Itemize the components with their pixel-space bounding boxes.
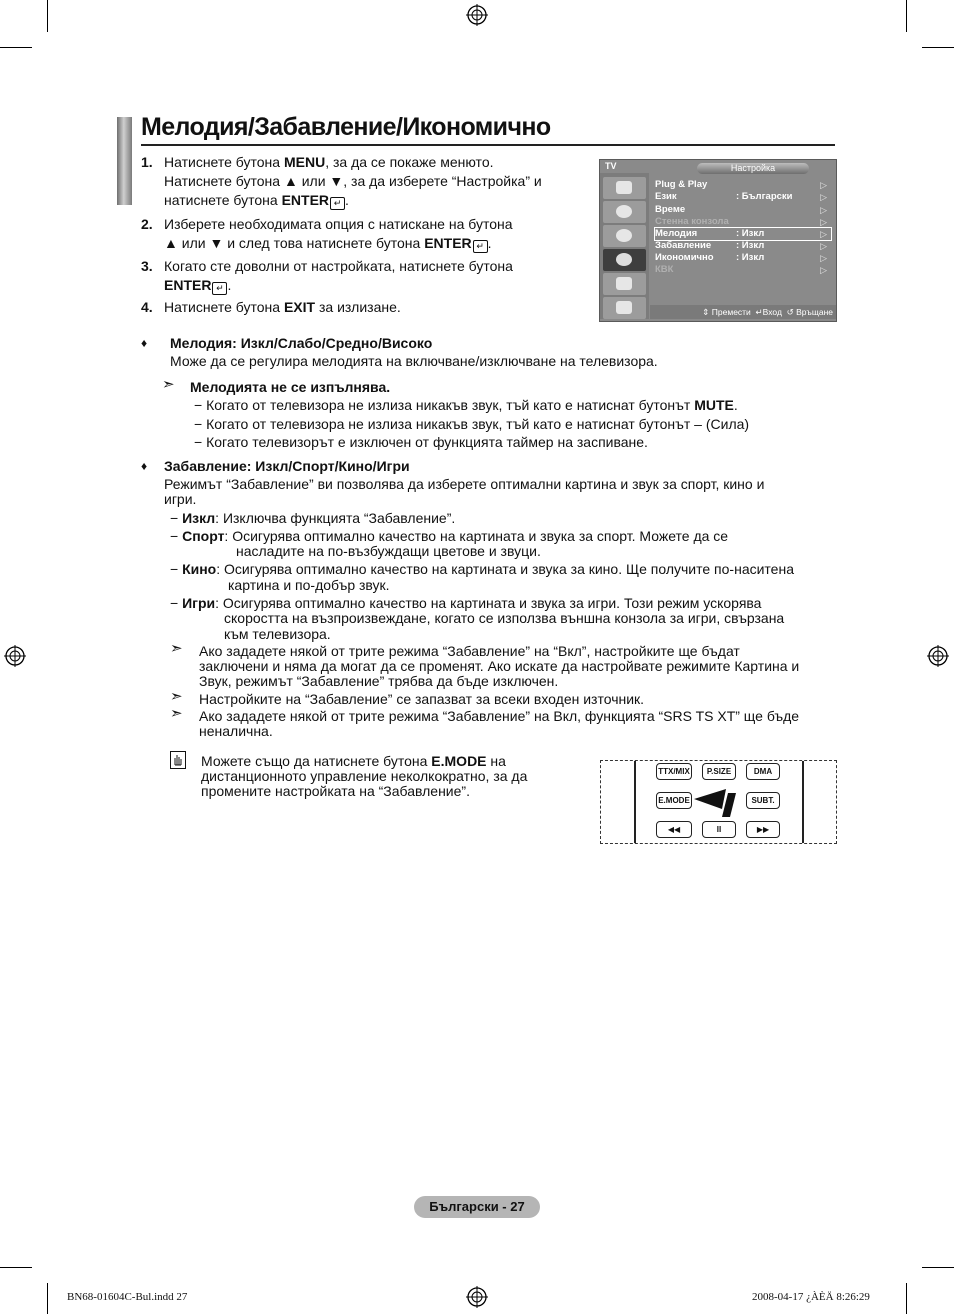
enter-icon: ↵ <box>473 240 488 253</box>
melody-note-heading: Мелодията не се изпълнява. <box>190 379 391 395</box>
step-text: , за да се покаже менюто. <box>325 154 494 170</box>
tip-line: на <box>486 753 506 769</box>
row-value: : Изкл <box>736 228 765 239</box>
step-text: ▲ или ▼ и след това натиснете бутона <box>164 235 425 251</box>
arrow-right-icon: ▷ <box>820 180 827 190</box>
option-key: Игри <box>182 595 216 611</box>
tv-menu-row <box>655 252 831 264</box>
footer-enter-label: Вход <box>762 307 782 317</box>
tip-line: промените настройката на “Забавление”. <box>201 783 470 799</box>
key-name: ENTER <box>164 277 212 293</box>
tv-menu-tabs <box>600 173 649 319</box>
step-number: 3. <box>141 258 153 274</box>
crop-mark <box>0 1267 32 1268</box>
tv-menu-row <box>655 179 831 191</box>
option-text: : Осигурява оптимално качество на картината и звука за игри. Този режим ускорява <box>215 595 762 611</box>
fun-note-3: Ако зададете някой от трите режима “Забавление” на Вкл, функцията “SRS TS XT” ще бъде <box>199 708 800 724</box>
crop-mark <box>47 0 48 32</box>
tv-menu-footer <box>650 305 836 319</box>
option-text: : Осигурява оптимално качество на картината и звука за спорт. Можете да се <box>224 528 729 544</box>
fun-option-off: − Изкл: Изключва функцията “Забавление”. <box>170 510 456 526</box>
note-arrow-icon: ➣ <box>170 688 183 705</box>
arrow-right-icon: ▷ <box>820 217 827 227</box>
tv-menu-row <box>655 191 831 203</box>
fast-forward-button: ▶▶ <box>746 821 780 838</box>
tv-menu-row <box>655 204 831 216</box>
note-arrow-icon: ➣ <box>170 705 183 722</box>
print-timestamp: 2008-04-17 ¿ÀÈÄ 8:26:29 <box>752 1291 870 1303</box>
registration-mark-icon <box>4 645 26 667</box>
dma-button: DMA <box>746 763 780 780</box>
input-tab-icon <box>603 273 646 295</box>
registration-mark-icon <box>927 645 949 667</box>
picture-tab-icon <box>603 177 646 199</box>
crop-mark <box>906 0 907 32</box>
tv-source-label: TV <box>605 161 617 171</box>
key-name: ENTER <box>281 192 330 208</box>
key-name: EXIT <box>283 299 316 315</box>
fun-note-1: Звук, режимът “Забавление” трябва да бъде изключен. <box>199 673 559 689</box>
tv-menu-row <box>655 264 831 276</box>
note-text: Когато от телевизора не излиза никакъв звук, тъй като е натиснат бутонът – (Сила) <box>206 416 750 432</box>
step-number: 1. <box>141 154 153 170</box>
fun-option-game-cont: скоростта на възпроизвеждане, когато се използва външна конзола за игри, свързана <box>224 610 785 626</box>
tip-line: Можете също да натиснете бутона <box>201 753 432 769</box>
page-title: Мелодия/Забавление/Икономично <box>141 113 551 141</box>
step-text: . <box>227 277 232 293</box>
pause-button: II <box>702 821 736 838</box>
row-label: Икономично <box>655 252 714 263</box>
move-icon: ⇕ <box>702 307 710 317</box>
step-3 <box>141 257 584 295</box>
row-label: Мелодия <box>655 228 698 239</box>
fun-note-1: Ако зададете някой от трите режима “Забавление” на “Вкл”, настройките ще бъдат <box>199 643 740 659</box>
step-2 <box>141 215 584 253</box>
key-name: E.MODE <box>431 753 487 769</box>
step-text: Когато сте доволни от настройката, натиснете бутона <box>164 258 513 274</box>
step-number: 4. <box>141 299 153 315</box>
fun-note-2: Настройките на “Забавление” се запазват за всеки входен източник. <box>199 691 645 707</box>
subt-button: SUBT. <box>746 792 780 809</box>
key-name: MUTE <box>694 397 734 413</box>
step-text: . <box>487 235 492 251</box>
application-tab-icon <box>603 297 646 319</box>
tip-line: дистанционното управление неколкократно, за да <box>201 768 528 784</box>
bullet-icon: ♦ <box>141 459 148 473</box>
fun-option-cinema-cont: картина и по-добър звук. <box>228 577 390 593</box>
setup-tab-icon <box>603 249 646 271</box>
arrow-right-icon: ▷ <box>820 229 827 239</box>
step-text: Изберете необходимата опция с натискане на бутона <box>164 216 513 232</box>
crop-mark <box>0 47 32 48</box>
crop-mark <box>922 1267 954 1268</box>
row-value: : Изкл <box>736 240 765 251</box>
fun-description: Режимът “Забавление” ви позволява да изберете оптимални картина и звук за спорт, кино и <box>164 476 765 492</box>
row-label: КВК <box>655 264 674 275</box>
note-arrow-icon: ➣ <box>162 376 175 393</box>
file-info: BN68-01604C-Bul.indd 27 <box>67 1291 188 1303</box>
melody-note-item: − Когато от телевизора не излиза никакъв звук, тъй като е натиснат бутонът – (Сила) <box>194 416 750 432</box>
page-number-badge: Български - 27 <box>414 1196 540 1218</box>
footer-move-label: Премести <box>711 307 751 317</box>
tv-menu-header: Настройка <box>697 163 809 174</box>
title-accent-bar <box>117 117 132 205</box>
tv-menu-row <box>655 216 831 228</box>
registration-mark-icon <box>466 1286 488 1308</box>
option-key: Спорт <box>182 528 225 544</box>
melody-heading: Мелодия: Изкл/Слабо/Средно/Високо <box>170 335 433 351</box>
fun-option-cinema: − Кино: Осигурява оптимално качество на картината и звука за кино. Ще получите по-наситена <box>170 561 794 577</box>
row-label: Време <box>655 204 686 215</box>
enter-icon: ↵ <box>212 282 227 295</box>
melody-note-item: − Когато телевизорът е изключен от функцията таймер на заспиване. <box>194 434 648 450</box>
sound-tab-icon <box>603 201 646 223</box>
row-label: Plug & Play <box>655 179 708 190</box>
pointer-arrow-icon <box>692 787 742 819</box>
fun-note-1: заключени и няма да могат да се променят. Ако искате да настройвате режимите Картина и <box>199 658 800 674</box>
enter-icon: ↵ <box>330 197 345 210</box>
row-value: : Български <box>736 191 793 202</box>
row-label: Стенна конзола <box>655 216 729 227</box>
step-text: натиснете бутона <box>164 192 282 208</box>
step-text: Натиснете бутона <box>164 299 284 315</box>
tv-menu-row-selected <box>655 228 831 240</box>
step-text: за излизане. <box>315 299 401 315</box>
fun-heading: Забавление: Изкл/Спорт/Кино/Игри <box>164 458 410 474</box>
rewind-button: ◀◀ <box>656 821 692 838</box>
arrow-right-icon: ▷ <box>820 241 827 251</box>
option-key: Изкл <box>182 510 216 526</box>
crop-mark <box>906 1283 907 1314</box>
step-text: Натиснете бутона <box>164 154 284 170</box>
arrow-right-icon: ▷ <box>820 205 827 215</box>
key-name: MENU <box>283 154 326 170</box>
row-label: Език <box>655 191 677 202</box>
channel-tab-icon <box>603 225 646 247</box>
footer-back-label: Връщане <box>796 307 833 317</box>
note-text: Когато телевизорът е изключен от функцията таймер на заспиване. <box>206 434 648 450</box>
melody-note-item: − Когато от телевизора не излиза никакъв звук, тъй като е натиснат бутонът MUTE. <box>194 397 738 413</box>
registration-mark-icon <box>466 4 488 26</box>
option-text: : Осигурява оптимално качество на картината и звука за кино. Ще получите по-наситена <box>216 561 794 577</box>
step-text: Натиснете бутона ▲ или ▼, за да изберете “Настройка” и <box>164 173 542 189</box>
step-1 <box>141 153 584 210</box>
ttx-mix-button: TTX/MIX <box>656 763 692 780</box>
tv-menu-screenshot <box>599 159 837 322</box>
p-size-button: P.SIZE <box>702 763 736 780</box>
tv-menu-row <box>655 240 831 252</box>
remote-illustration <box>600 760 837 844</box>
arrow-right-icon: ▷ <box>820 265 827 275</box>
e-mode-button: E.MODE <box>656 792 692 809</box>
arrow-right-icon: ▷ <box>820 253 827 263</box>
hand-note-icon <box>170 751 186 769</box>
remote-body <box>634 761 804 843</box>
option-key: Кино <box>182 561 217 577</box>
arrow-right-icon: ▷ <box>820 192 827 202</box>
fun-option-sport: − Спорт: Осигурява оптимално качество на картината и звука за спорт. Можете да се <box>170 528 729 544</box>
bullet-icon: ♦ <box>141 336 148 350</box>
step-4 <box>141 298 584 317</box>
melody-description: Може да се регулира мелодията на включване/изключване на телевизора. <box>170 353 658 369</box>
step-text: . <box>345 192 349 208</box>
row-value: : Изкл <box>736 252 765 263</box>
fun-option-game-cont: към телевизора. <box>224 626 331 642</box>
fun-note-3: неналична. <box>199 723 273 739</box>
row-label: Забавление <box>655 240 712 251</box>
step-number: 2. <box>141 216 153 232</box>
title-divider <box>141 144 835 146</box>
fun-option-game: − Игри: Осигурява оптимално качество на картината и звука за игри. Този режим ускорява <box>170 595 762 611</box>
crop-mark <box>47 1283 48 1314</box>
note-arrow-icon: ➣ <box>170 640 183 657</box>
option-text: : Изключва функцията “Забавление”. <box>215 510 456 526</box>
key-name: ENTER <box>424 235 472 251</box>
crop-mark <box>922 47 954 48</box>
enter-icon: ↵ <box>755 307 763 317</box>
return-icon: ↺ <box>786 307 794 317</box>
note-text: Когато от телевизора не излиза никакъв звук, тъй като е натиснат бутонът <box>206 397 695 413</box>
fun-description: игри. <box>164 491 197 507</box>
fun-option-sport-cont: насладите на по-възбуждащи цветове и звуци. <box>236 543 541 559</box>
tip-text <box>201 753 506 769</box>
